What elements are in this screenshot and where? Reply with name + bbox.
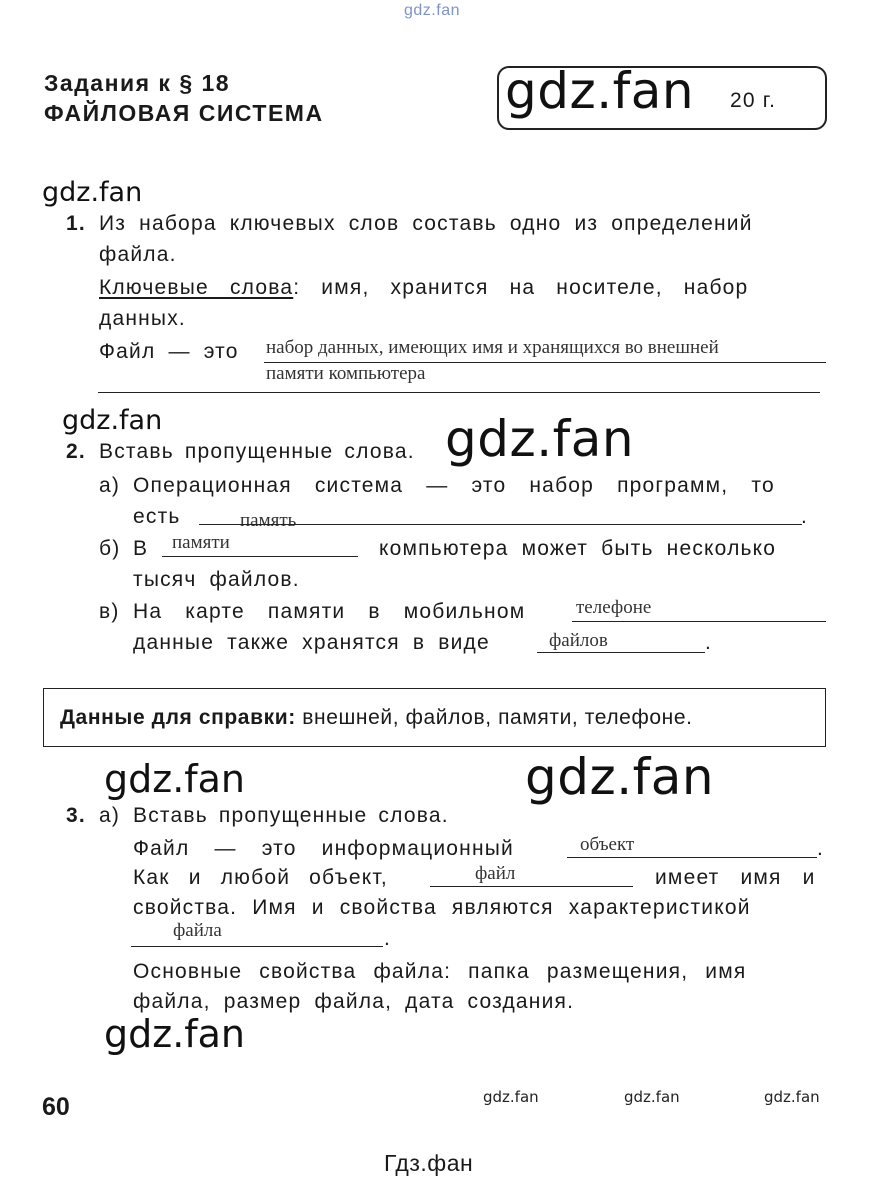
reference-text: [60, 706, 693, 730]
top-watermark: gdz.fan: [404, 2, 460, 19]
task2c-label: в): [99, 600, 120, 623]
page-number: 60: [42, 1093, 70, 1121]
watermark-2: gdz.fan: [62, 405, 163, 436]
task2c-line2: данные также хранятся в виде: [133, 631, 490, 654]
task1-number: 1.: [66, 212, 86, 235]
task3-l1: Файл — это информационный: [133, 837, 514, 860]
task3-l3: свойства. Имя и свойства являются характеристикой: [133, 896, 751, 919]
task2b-post: компьютера может быть несколько: [379, 537, 777, 560]
file-label: Файл — это: [99, 340, 239, 363]
task3-l2: Как и любой объект,: [133, 866, 388, 889]
reference-words: внешней, файлов, памяти, телефоне.: [302, 706, 693, 729]
task1-answer-line1: набор данных, имеющих имя и хранящихся во внешней: [266, 337, 719, 358]
task3-l1-answer: объект: [580, 834, 635, 855]
task2a-label: а): [99, 474, 121, 497]
task3-l4-end: .: [384, 927, 392, 950]
task3-l2-underline: [430, 886, 633, 887]
task2c-answer2: файлов: [549, 630, 608, 651]
task3-l6: файла, размер файла, дата создания.: [133, 990, 575, 1013]
task2b-answer: памяти: [172, 532, 230, 553]
task1-keywords: [99, 276, 748, 300]
task1-line4: данных.: [99, 307, 186, 330]
task2b-underline: [162, 556, 358, 557]
watermark-3: gdz.fan: [445, 410, 635, 468]
section-title: ФАЙЛОВАЯ СИСТЕМА: [44, 100, 324, 126]
bottom-caption: Гдз.фан: [384, 1150, 474, 1176]
task2a-end: .: [801, 505, 809, 528]
task2a-line1: Операционная система — это набор программ, то: [133, 474, 775, 497]
date-box-watermark: gdz.fan: [505, 62, 695, 120]
task2-number: 2.: [66, 440, 86, 463]
task1-line2: файла.: [99, 243, 177, 266]
task1-answer-underline2: [98, 392, 820, 393]
task3-l4-answer: файла: [173, 920, 222, 941]
watermark-5: gdz.fan: [525, 748, 715, 806]
watermark-6: gdz.fan: [104, 1012, 246, 1056]
task2b-label: б): [99, 537, 121, 560]
keywords-label: Ключевые слова: [99, 276, 294, 299]
task3-title: Вставь пропущенные слова.: [133, 804, 449, 827]
task2c-underline1: [572, 621, 826, 622]
task1-answer-line2: памяти компьютера: [266, 363, 426, 384]
task1-line1: Из набора ключевых слов составь одно из определений: [99, 212, 753, 235]
task3-l2-post: имеет имя и: [655, 866, 816, 889]
reference-label: Данные для справки:: [60, 706, 296, 729]
task3-l1-underline: [567, 857, 817, 858]
task3-l5: Основные свойства файла: папка размещения, имя: [133, 960, 747, 983]
tasks-title: Задания к § 18: [44, 70, 231, 96]
date-suffix: 20 г.: [730, 89, 777, 112]
watermark-1: gdz.fan: [42, 177, 143, 208]
task2a-line2: есть: [133, 505, 181, 528]
task2a-answer: память: [240, 510, 297, 531]
task2-title: Вставь пропущенные слова.: [99, 440, 415, 463]
footer-watermark-2: gdz.fan: [624, 1088, 680, 1106]
task3-l4-underline: [131, 946, 383, 947]
task2b-line2: тысяч файлов.: [133, 568, 300, 591]
footer-watermark-3: gdz.fan: [764, 1088, 820, 1106]
keywords-list: : имя, хранится на носителе, набор: [293, 276, 749, 299]
task2b-pre: В: [133, 537, 149, 560]
task2c-answer1: телефоне: [576, 597, 652, 618]
footer-watermark-1: gdz.fan: [483, 1088, 539, 1106]
watermark-4: gdz.fan: [104, 757, 246, 801]
task2c-underline2: [537, 652, 705, 653]
task2c-end: .: [705, 631, 713, 654]
task3-l1-end: .: [817, 837, 825, 860]
task3a-label: а): [99, 804, 121, 827]
task2a-underline: [199, 524, 802, 525]
task3-number: 3.: [66, 804, 86, 827]
task2c-pre: На карте памяти в мобильном: [133, 600, 526, 623]
task3-l2-answer: файл: [475, 863, 516, 884]
